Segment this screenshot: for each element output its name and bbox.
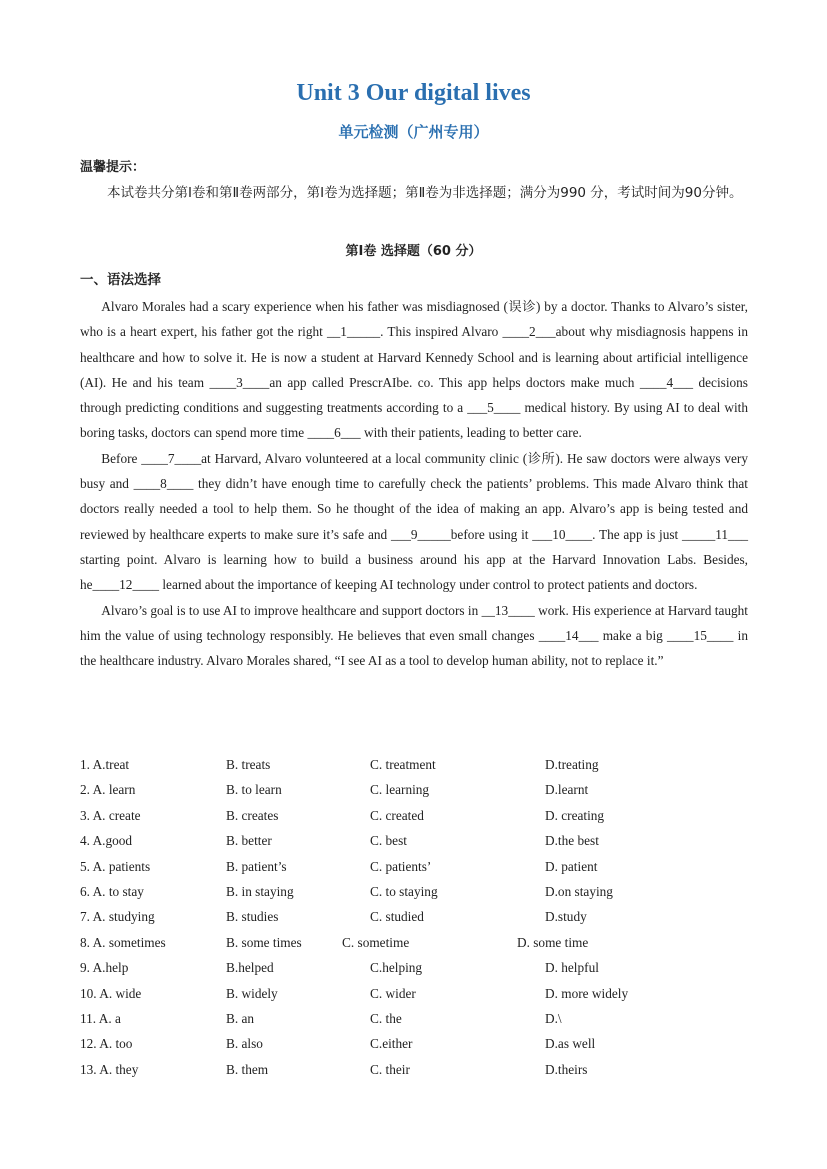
option-c: C. best (370, 833, 407, 849)
option-a: 10. A. wide (80, 985, 142, 1001)
option-row (80, 904, 748, 929)
option-b: B. treats (226, 757, 271, 772)
option-d: D.as well (545, 1036, 596, 1052)
option-c: C. the (370, 1010, 402, 1026)
option-d: D. some time (517, 934, 589, 950)
option-d: D.study (545, 909, 587, 925)
option-row (80, 1006, 748, 1031)
option-a: 2. A. learn (80, 782, 136, 798)
option-b: B. to learn (226, 782, 282, 798)
option-c: C. treatment (370, 757, 436, 772)
option-row (80, 777, 748, 802)
option-d: D. patient (545, 858, 598, 874)
option-b: B. them (226, 1061, 269, 1077)
option-row (80, 1031, 748, 1056)
reading-passage (80, 294, 748, 673)
options-list (80, 752, 748, 1082)
option-a: 9. A.help (80, 960, 129, 976)
option-d: D. creating (545, 807, 605, 823)
option-a: 6. A. to stay (80, 883, 144, 899)
option-d: D.on staying (545, 883, 613, 899)
option-b: B. creates (226, 807, 279, 823)
option-c: C. to staying (370, 883, 438, 899)
option-a: 3. A. create (80, 807, 141, 823)
option-d: D. helpful (545, 960, 599, 976)
option-b: B. better (226, 833, 272, 849)
option-row (80, 930, 748, 955)
option-d: D.\ (545, 1010, 562, 1026)
passage-paragraph-2: Before ____7____at Harvard, Alvaro volunteered at a local community clinic (诊所). He saw doctors were always very busy and ____8____ they didn’t have enough time to carefully check the patients’ problems. This made Alvaro think that doctors really needed a tool to help them. So he thought of the idea of making an app. Alvaro’s app is being tested and reviewed by healthcare experts to make sure it’s safe and ___9_____before using it ___10____. The app is just _____11___ starting point. Alvaro is learning how to build a business around his app at the Harvard Innovation Labs. Besides, he____12____ learned about the importance of keeping AI technology under control to protect patients and doctors. (80, 450, 748, 593)
option-row (80, 828, 748, 853)
option-a: 1. A.treat (80, 757, 130, 772)
page-subtitle: 单元检测（广州专用） (338, 123, 489, 141)
option-c: C.either (370, 1036, 413, 1052)
notice-label: 温馨提示： (80, 160, 146, 175)
option-c: C.helping (370, 960, 423, 976)
passage-paragraph-3: Alvaro’s goal is to use AI to improve healthcare and support doctors in __13____ work. His experience at Harvard taught him the value of using technology responsibly. He believes that even small changes ____14___ make a big ____15____ in the healthcare industry. Alvaro Morales shared, “I see AI as a tool to develop human ability, not to replace it.” (80, 602, 748, 669)
option-c: C. patients’ (370, 858, 432, 874)
option-b: B. an (226, 1010, 255, 1026)
option-b: B. in staying (226, 883, 294, 899)
section-title: 一、语法选择 (80, 272, 161, 288)
option-a: 7. A. studying (80, 909, 155, 925)
page-title: Unit 3 Our digital lives (296, 80, 531, 106)
part-title: 第Ⅰ卷 选择题（60 分） (345, 244, 482, 259)
option-d: D.theirs (545, 1061, 588, 1077)
option-c: C. studied (370, 909, 424, 925)
option-d: D.learnt (545, 782, 589, 798)
option-c: C. wider (370, 985, 416, 1001)
option-c: C. learning (370, 782, 430, 798)
option-a: 12. A. too (80, 1036, 133, 1052)
option-c: C. created (370, 807, 424, 823)
option-row (80, 752, 748, 777)
option-row (80, 955, 748, 980)
option-d: D.treating (545, 757, 599, 772)
option-a: 8. A. sometimes (80, 934, 166, 950)
option-b: B. some times (226, 934, 302, 950)
option-b: B. also (226, 1036, 263, 1052)
option-row (80, 803, 748, 828)
option-a: 11. A. a (80, 1010, 121, 1026)
option-d: D. more widely (545, 985, 629, 1001)
option-row (80, 879, 748, 904)
option-row (80, 981, 748, 1006)
notice-text: 本试卷共分第Ⅰ卷和第Ⅱ卷两部分，第Ⅰ卷为选择题；第Ⅱ卷为非选择题；满分为990 分，考试时间为90分钟。 (107, 185, 743, 201)
option-b: B.helped (226, 960, 274, 976)
option-a: 13. A. they (80, 1061, 139, 1077)
option-b: B. widely (226, 985, 278, 1001)
passage-paragraph-1: Alvaro Morales had a scary experience when his father was misdiagnosed (误诊) by a doctor. Thanks to Alvaro’s sister, who is a heart expert, his father got the right __1_____. This inspired Alvaro ____2___about why misdiagnosis happens in healthcare and how to solve it. He is now a student at Harvard Kennedy School and is learning about artificial intelligence (AI). He and his team ____3____an app called PrescrAIbe. co. This app helps doctors make much ____4___ decisions through predicting conditions and suggesting treatments according to a ___5____ medical history. By using AI to deal with boring tasks, doctors can spend more time ____6___ with their patients, leading to better care. (80, 299, 748, 441)
option-c: C. their (370, 1061, 410, 1077)
option-d: D.the best (545, 833, 599, 849)
option-c: C. sometime (342, 934, 410, 950)
option-b: B. patient’s (226, 858, 287, 874)
option-b: B. studies (226, 909, 279, 925)
option-a: 4. A.good (80, 833, 133, 849)
option-a: 5. A. patients (80, 858, 151, 874)
option-row (80, 1057, 748, 1082)
option-row (80, 854, 748, 879)
